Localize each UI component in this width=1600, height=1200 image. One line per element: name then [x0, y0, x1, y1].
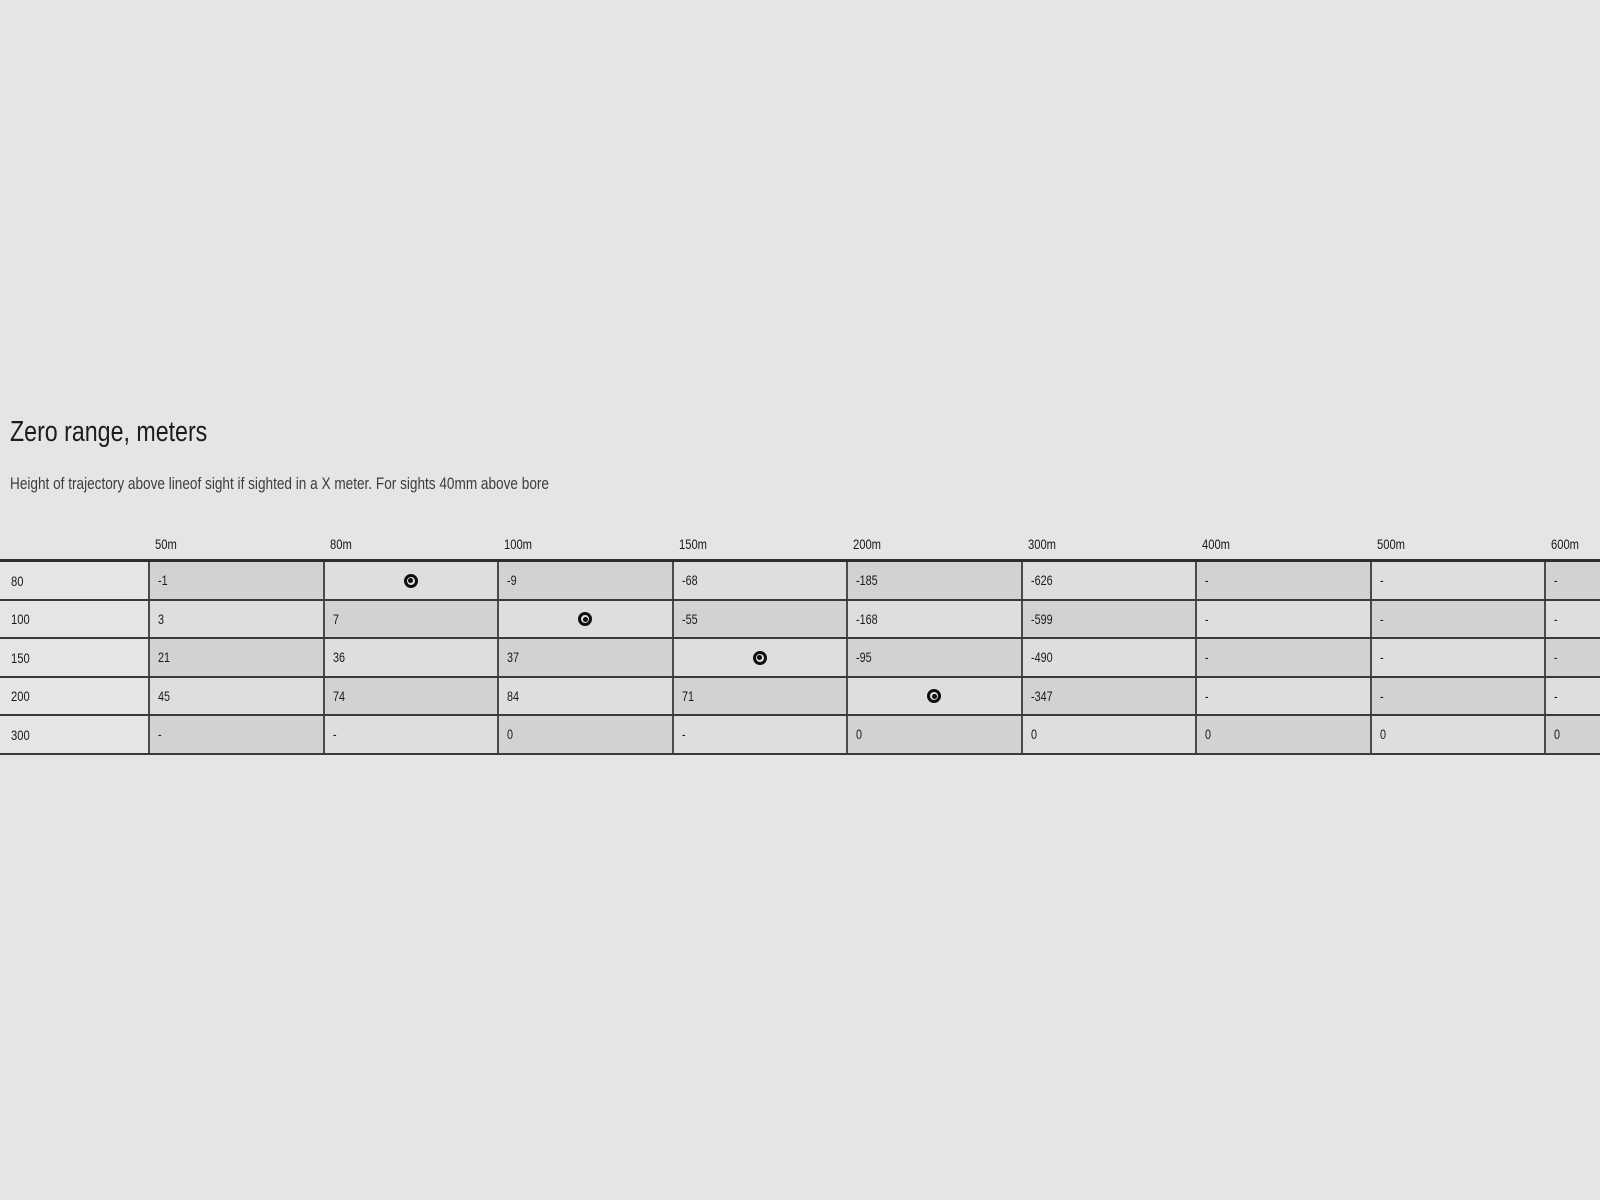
trajectory-value: 36	[332, 650, 345, 666]
row-header-label: 300	[11, 726, 30, 743]
trajectory-cell	[323, 601, 498, 638]
column-header-label: 500m	[1376, 536, 1405, 553]
trajectory-value: -	[1205, 688, 1209, 704]
trajectory-value: -626	[1030, 573, 1053, 589]
column-header	[497, 537, 672, 552]
trajectory-cell	[1195, 601, 1370, 638]
trajectory-value: 0	[1554, 727, 1561, 743]
trajectory-cell	[672, 601, 847, 638]
trajectory-value: -599	[1030, 611, 1053, 627]
trajectory-value: -	[1554, 688, 1558, 704]
column-header	[1544, 537, 1600, 552]
bullseye-icon	[578, 612, 592, 626]
trajectory-value: -9	[507, 573, 517, 589]
trajectory-cell	[1021, 716, 1196, 753]
trajectory-cell	[323, 678, 498, 715]
zero-marker-cell	[846, 678, 1021, 715]
trajectory-cell	[148, 601, 323, 638]
trajectory-value: -	[1205, 611, 1209, 627]
row-header-label: 150	[11, 649, 30, 666]
trajectory-cell	[1370, 678, 1545, 715]
trajectory-cell	[846, 562, 1021, 599]
column-header	[323, 537, 498, 552]
trajectory-value: 3	[158, 611, 165, 627]
column-header	[1195, 537, 1370, 552]
trajectory-cell	[846, 601, 1021, 638]
trajectory-cell	[148, 639, 323, 676]
trajectory-cell	[497, 716, 672, 753]
trajectory-value: -1	[158, 573, 168, 589]
table-row	[0, 601, 1600, 640]
column-header-label: 600m	[1551, 536, 1580, 553]
row-header-label: 200	[11, 688, 30, 705]
trajectory-cell	[497, 639, 672, 676]
trajectory-value: -	[1205, 573, 1209, 589]
trajectory-value: 71	[681, 688, 694, 704]
bullseye-icon	[753, 651, 767, 665]
table-row	[0, 716, 1600, 755]
trajectory-value: 37	[507, 650, 520, 666]
trajectory-value: -	[1379, 688, 1384, 704]
trajectory-cell	[1370, 562, 1545, 599]
column-header-label: 200m	[853, 536, 882, 553]
row-header-zero-range	[0, 562, 148, 599]
trajectory-cell	[1195, 639, 1370, 676]
trajectory-cell	[1370, 639, 1545, 676]
trajectory-value: -	[332, 727, 337, 743]
zero-marker-cell	[323, 562, 498, 599]
column-header	[1370, 537, 1545, 552]
table-row	[0, 562, 1600, 601]
trajectory-value: -	[1379, 650, 1384, 666]
trajectory-value: -347	[1030, 688, 1053, 704]
zero-marker-cell	[672, 639, 847, 676]
trajectory-value: 0	[856, 727, 863, 743]
column-header-label: 300m	[1027, 536, 1056, 553]
trajectory-value: -168	[856, 611, 878, 627]
trajectory-cell	[1544, 639, 1600, 676]
zero-range-table	[0, 559, 1600, 755]
trajectory-cell	[148, 716, 323, 753]
trajectory-cell	[672, 678, 847, 715]
trajectory-cell	[1370, 716, 1545, 753]
column-header-label: 50m	[155, 536, 177, 553]
bullseye-icon	[404, 574, 418, 588]
trajectory-cell	[323, 716, 498, 753]
column-header-label: 150m	[678, 536, 707, 553]
column-header-spacer	[0, 537, 148, 552]
trajectory-value: 45	[158, 688, 171, 704]
column-header-label: 400m	[1202, 536, 1231, 553]
page-title	[10, 417, 1600, 447]
page-subtitle-text: Height of trajectory above lineof sight if sighted in a X meter. For sights 40mm above bore	[10, 474, 549, 494]
trajectory-value: -68	[681, 573, 698, 589]
trajectory-value: 21	[158, 650, 171, 666]
column-header	[846, 537, 1021, 552]
trajectory-cell	[672, 562, 847, 599]
row-header-zero-range	[0, 601, 148, 638]
trajectory-value: -185	[856, 573, 878, 589]
row-header-zero-range	[0, 678, 148, 715]
trajectory-cell	[846, 639, 1021, 676]
trajectory-cell	[1021, 639, 1196, 676]
trajectory-value: -95	[856, 650, 872, 666]
trajectory-cell	[148, 562, 323, 599]
column-header	[148, 537, 323, 552]
row-header-zero-range	[0, 639, 148, 676]
trajectory-value: -	[1554, 650, 1558, 666]
page-subtitle	[10, 474, 1600, 494]
trajectory-cell	[497, 562, 672, 599]
trajectory-cell	[1195, 562, 1370, 599]
column-header	[1021, 537, 1196, 552]
bullseye-icon	[927, 689, 941, 703]
column-header-row	[0, 537, 1600, 552]
trajectory-value: -	[681, 727, 686, 743]
trajectory-cell	[1195, 678, 1370, 715]
trajectory-value: -	[1554, 611, 1558, 627]
trajectory-value: -490	[1030, 650, 1053, 666]
trajectory-cell	[1544, 601, 1600, 638]
trajectory-cell	[672, 716, 847, 753]
column-header	[672, 537, 847, 552]
trajectory-value: 0	[1379, 727, 1386, 743]
trajectory-value: 0	[1205, 727, 1212, 743]
row-header-zero-range	[0, 716, 148, 753]
trajectory-cell	[1544, 716, 1600, 753]
trajectory-value: 84	[507, 688, 520, 704]
trajectory-cell	[1544, 562, 1600, 599]
trajectory-value: -	[158, 727, 162, 743]
table-row	[0, 639, 1600, 678]
page-title-text: Zero range, meters	[10, 416, 208, 448]
trajectory-cell	[323, 639, 498, 676]
trajectory-value: -	[1379, 573, 1384, 589]
trajectory-cell	[497, 678, 672, 715]
trajectory-cell	[1544, 678, 1600, 715]
trajectory-value: -	[1205, 650, 1209, 666]
trajectory-cell	[1021, 601, 1196, 638]
trajectory-cell	[1370, 601, 1545, 638]
trajectory-value: -55	[681, 611, 698, 627]
trajectory-value: -	[1554, 573, 1558, 589]
trajectory-value: 74	[332, 688, 345, 704]
trajectory-value: 0	[1030, 727, 1037, 743]
column-header-label: 100m	[504, 536, 533, 553]
column-header-label: 80m	[329, 536, 352, 553]
trajectory-cell	[1021, 562, 1196, 599]
trajectory-value: -	[1379, 611, 1384, 627]
row-header-label: 100	[11, 611, 30, 628]
zero-marker-cell	[497, 601, 672, 638]
trajectory-value: 0	[507, 727, 514, 743]
trajectory-cell	[148, 678, 323, 715]
table-row	[0, 678, 1600, 717]
row-header-label: 80	[11, 572, 24, 589]
trajectory-value: 7	[332, 611, 339, 627]
trajectory-cell	[846, 716, 1021, 753]
trajectory-cell	[1195, 716, 1370, 753]
trajectory-cell	[1021, 678, 1196, 715]
